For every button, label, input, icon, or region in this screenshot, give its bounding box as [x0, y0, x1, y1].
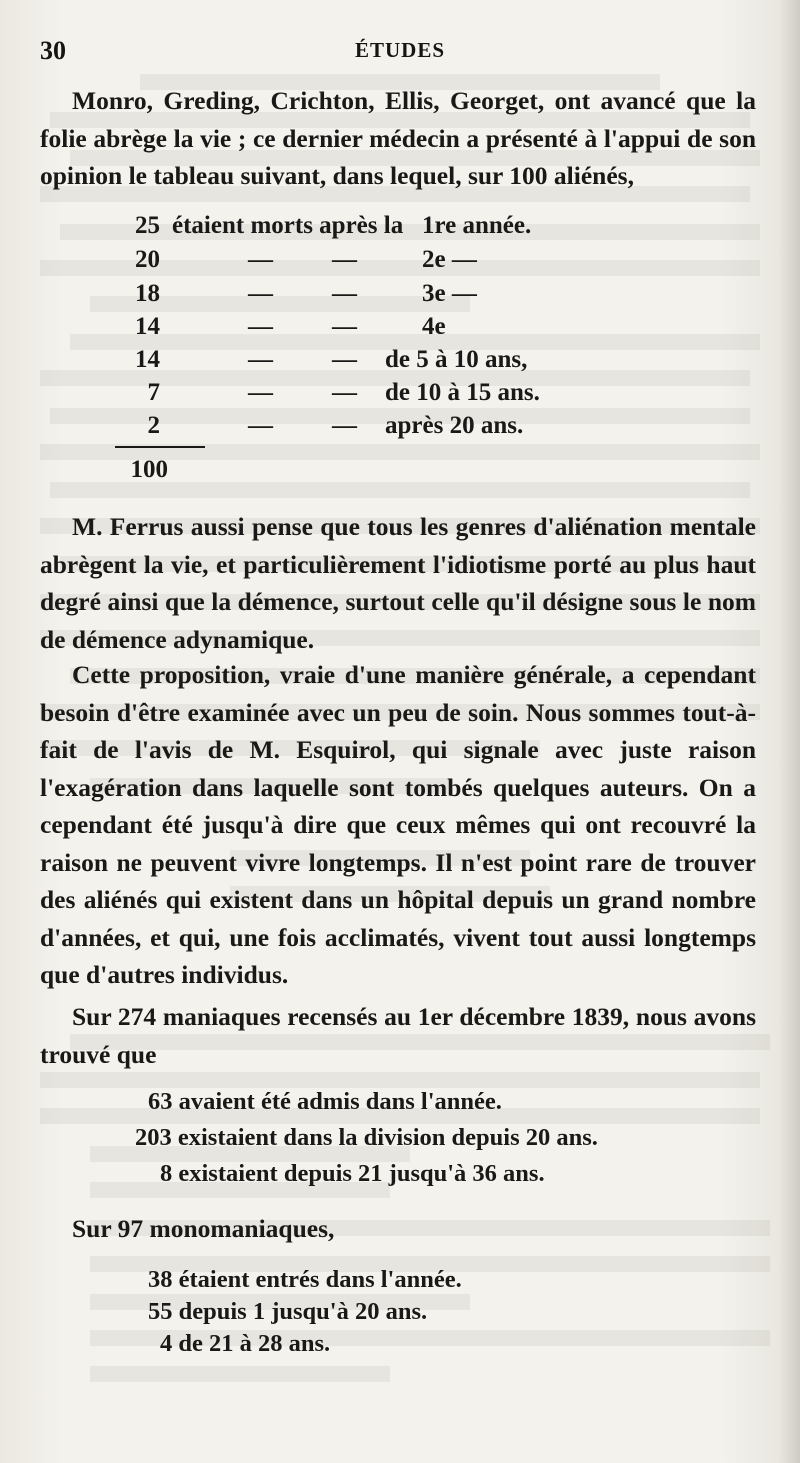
ditto-dash: — [248, 280, 273, 307]
page-number: 30 [40, 36, 66, 65]
ditto-dash: — [248, 379, 273, 406]
table-total: 100 [130, 456, 168, 483]
ditto-dash: — [332, 313, 357, 340]
table-period: 2e — [422, 246, 477, 273]
list-item: 55 depuis 1 jusqu'à 20 ans. [148, 1298, 428, 1325]
ditto-dash: — [332, 346, 357, 373]
paragraph-monro: Monro, Greding, Crichton, Ellis, Georget, ont avancé que la folie abrège la vie ; ce dernier médecin a présenté à l'appui de son opinion le tableau suivant, dans lequel, sur 100 aliénés, [40, 86, 756, 190]
paragraph-maniaques: Sur 274 maniaques recensés au 1er décembre 1839, nous avons trouvé que [40, 1002, 756, 1069]
table-number: 7 [147, 379, 160, 406]
table-number: 18 [135, 280, 160, 307]
ditto-dash: — [248, 346, 273, 373]
paragraph-monomaniaques: Sur 97 monomaniaques, [72, 1214, 335, 1243]
sum-rule [115, 446, 205, 448]
list-item: 4 de 21 à 28 ans. [160, 1330, 331, 1357]
table-number: 20 [135, 246, 160, 273]
table-number: 2 [147, 412, 160, 439]
page-edge-shadow [778, 0, 800, 1463]
table-period: 3e — [422, 280, 477, 307]
table-period: 4e [422, 313, 446, 340]
ditto-dash: — [332, 412, 357, 439]
list-item: 63 avaient été admis dans l'année. [148, 1088, 502, 1115]
table-period: après 20 ans. [385, 412, 524, 439]
table-period: 1re année. [422, 212, 532, 239]
ditto-dash: — [248, 412, 273, 439]
list-item: 203 existaient dans la division depuis 20 ans. [135, 1124, 598, 1151]
list-item: 8 existaient depuis 21 jusqu'à 36 ans. [160, 1160, 545, 1187]
ditto-dash: — [248, 313, 273, 340]
table-text: étaient morts après la [172, 212, 404, 239]
paragraph-proposition: Cette proposition, vraie d'une manière générale, a cependant besoin d'être examinée avec un peu de soin. Nous sommes tout-à-fait de l'avis de M. Esquirol, qui signale avec juste raison l'exagération dans laquelle sont tombés quelques auteurs. On a cependant été jusqu'à dire que ceux mêmes qui ont recouvré la raison ne peuvent vivre longtemps. Il n'est point rare de trouver des aliénés qui existent dans un hôpital depuis un grand nombre d'années, et qui, une fois acclimatés, vivent tout aussi longtemps que d'autres individus. [40, 660, 756, 989]
table-number: 14 [135, 346, 160, 373]
table-number: 25 [135, 212, 160, 239]
paragraph-ferrus: M. Ferrus aussi pense que tous les genres d'aliénation mentale abrègent la vie, et particulièrement l'idiotisme porté au plus haut degré ainsi que la démence, surtout celle qu'il désigne sous le nom de démence adynamique. [40, 512, 756, 654]
ditto-dash: — [332, 379, 357, 406]
table-period: de 5 à 10 ans, [385, 346, 528, 373]
ditto-dash: — [332, 280, 357, 307]
ditto-dash: — [332, 246, 357, 273]
table-period: de 10 à 15 ans. [385, 379, 540, 406]
table-number: 14 [135, 313, 160, 340]
ditto-dash: — [248, 246, 273, 273]
list-item: 38 étaient entrés dans l'année. [148, 1266, 462, 1293]
running-head: ÉTUDES [354, 38, 446, 62]
page-header [40, 36, 760, 70]
